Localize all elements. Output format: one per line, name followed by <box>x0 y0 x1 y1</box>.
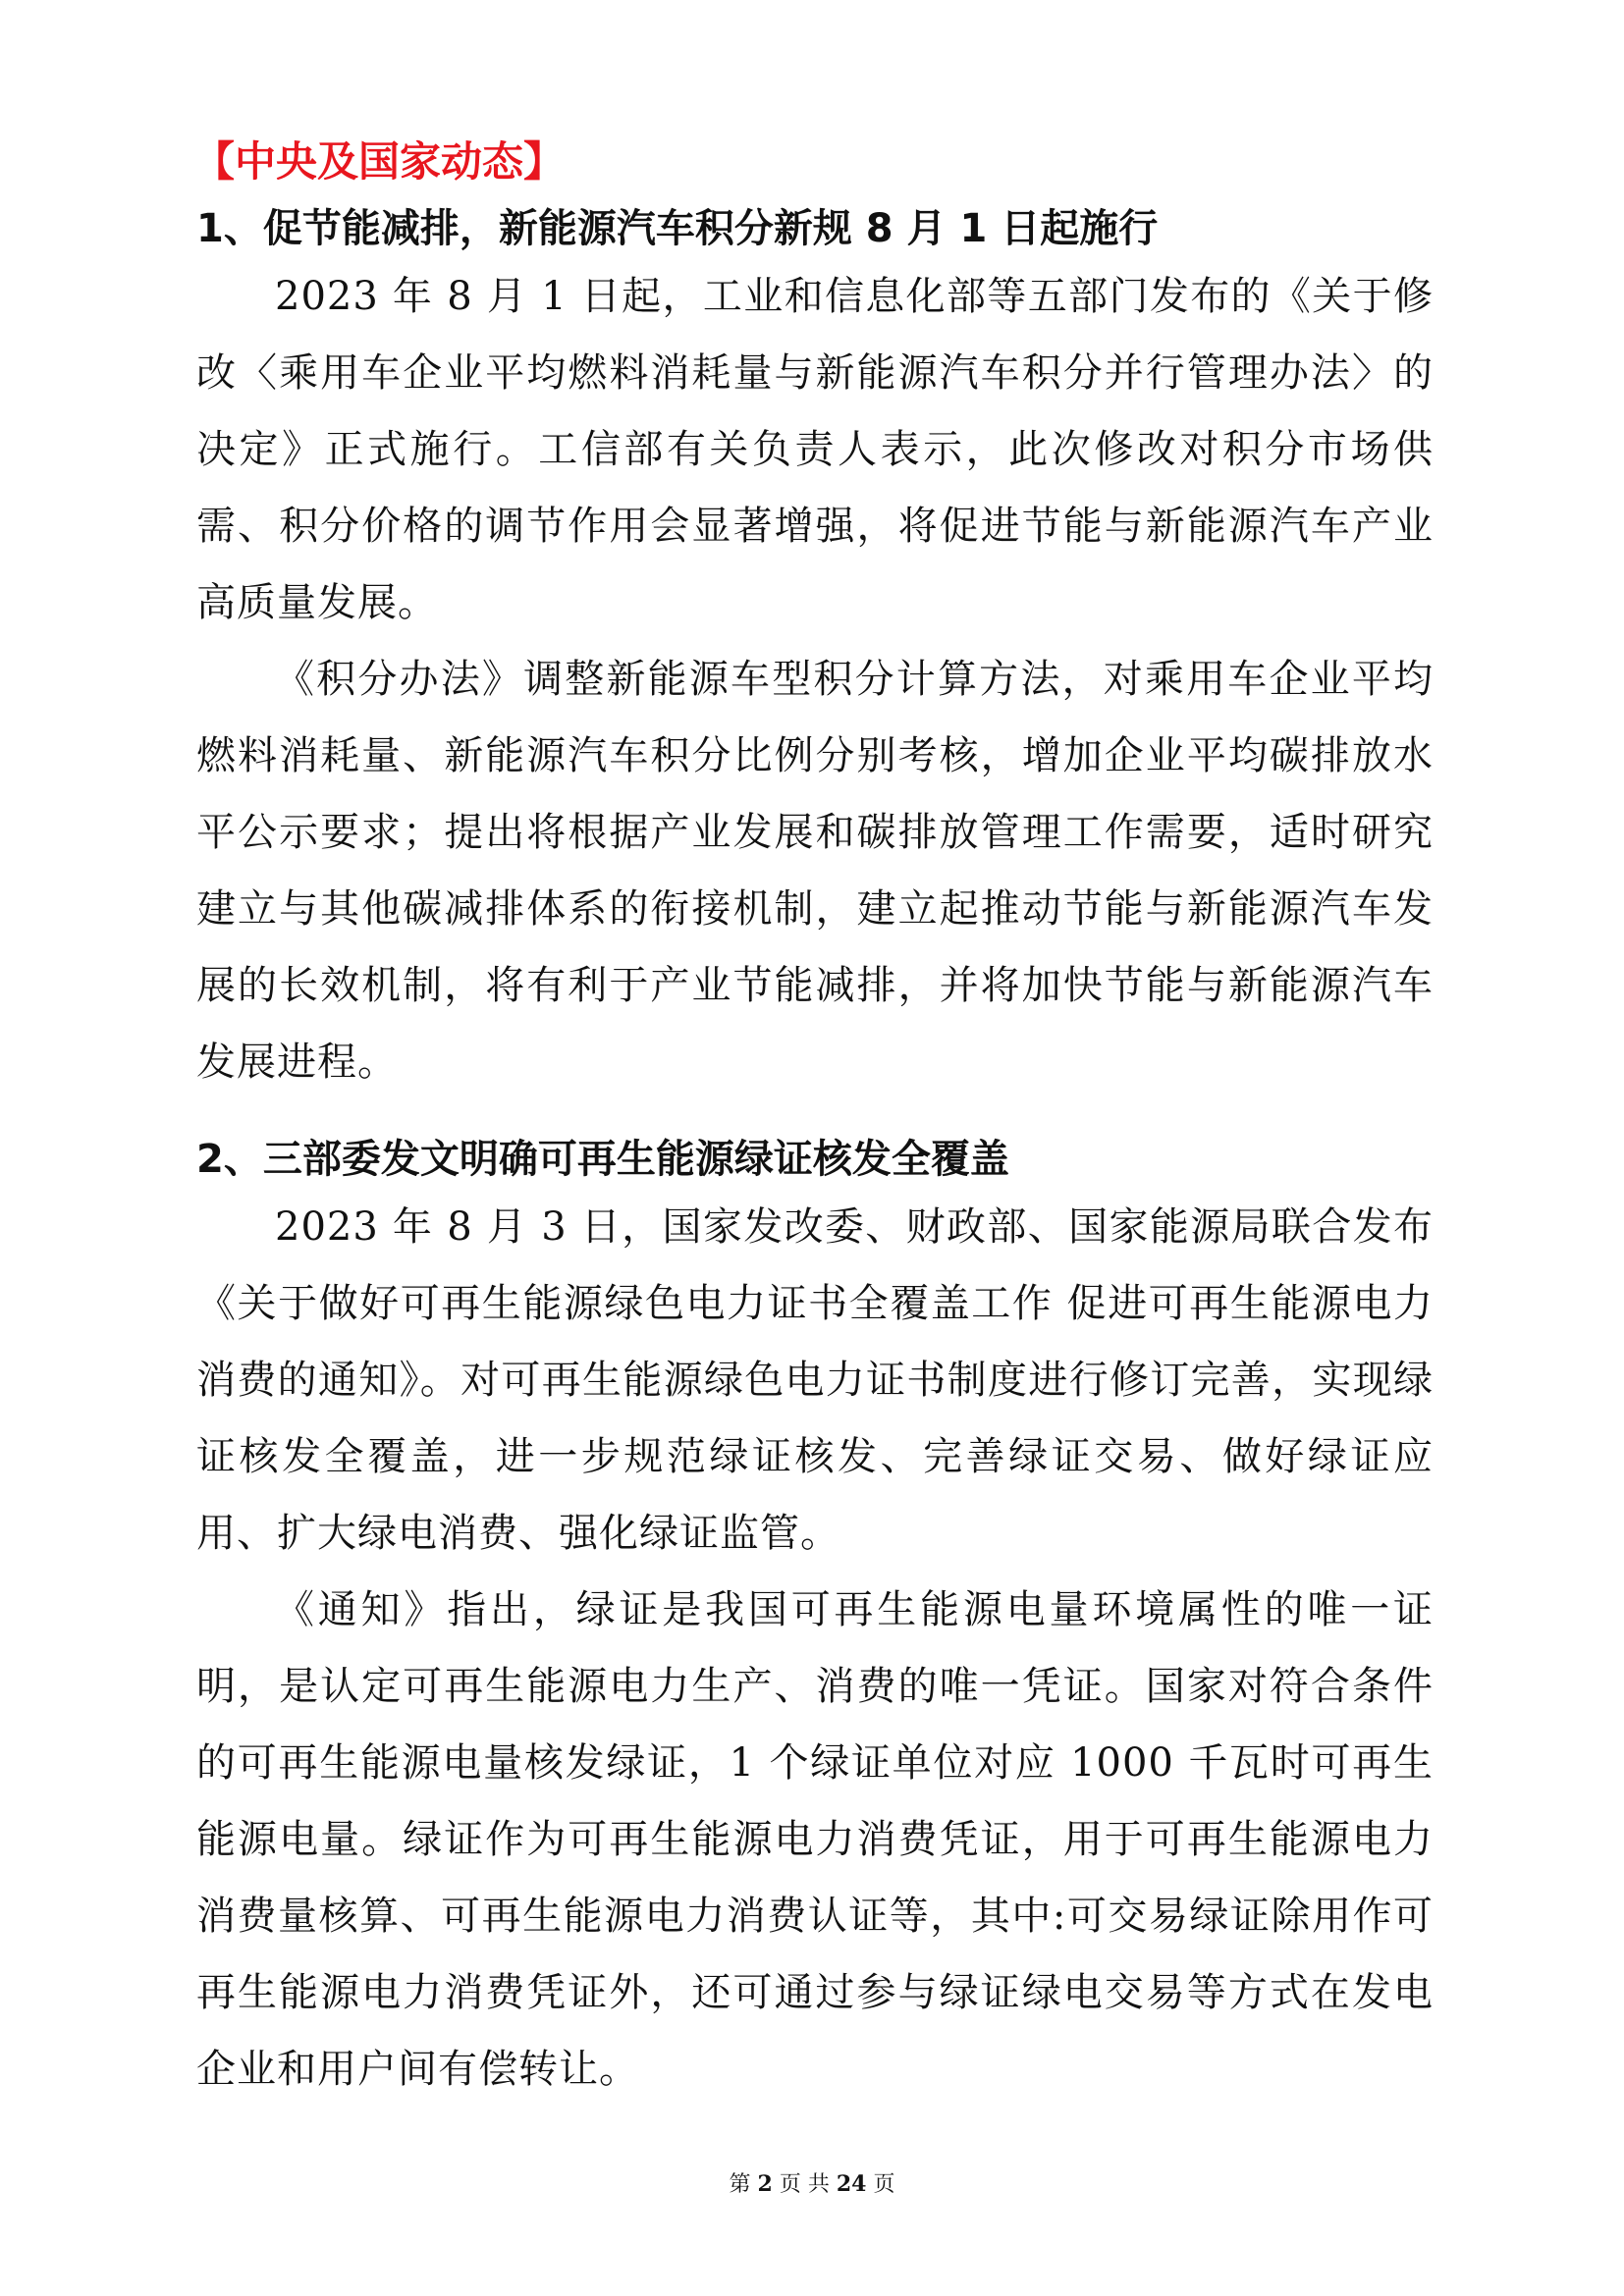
document-page <box>193 133 1434 2108</box>
footer-page-number: 2 <box>757 2171 773 2197</box>
article-2-paragraph-1: 2023 年 8 月 3 日，国家发改委、财政部、国家能源局联合发布《关于做好可再生能源绿色电力证书全覆盖工作 促进可再生能源电力消费的通知》。对可再生能源绿色电力证书制度进行修订完善，实现绿证核发全覆盖，进一步规范绿证核发、完善绿证交易、做好绿证应用、扩大绿电消费、强化绿证监管。 <box>196 1204 1434 1556</box>
section-header: 【中央及国家动态】 <box>193 137 566 186</box>
article-2-title: 2、三部委发文明确可再生能源绿证核发全覆盖 <box>196 1137 1009 1182</box>
article-1-paragraph-2: 《积分办法》调整新能源车型积分计算方法，对乘用车企业平均燃料消耗量、新能源汽车积分比例分别考核，增加企业平均碳排放水平公示要求；提出将根据产业发展和碳排放管理工作需要，适时研究建立与其他碳减排体系的衔接机制，建立起推动节能与新能源汽车发展的长效机制，将有利于产业节能减排，并将加快节能与新能源汽车发展进程。 <box>196 657 1434 1085</box>
page-footer <box>0 2169 1624 2200</box>
footer-suffix: 页 <box>873 2172 895 2197</box>
article-1-title: 1、促节能减排，新能源汽车积分新规 8 月 1 日起施行 <box>196 206 1159 251</box>
footer-prefix: 第 <box>729 2172 751 2197</box>
footer-middle: 页 共 <box>779 2172 830 2197</box>
article-1-paragraph-1: 2023 年 8 月 1 日起，工业和信息化部等五部门发布的《关于修改〈乘用车企业平均燃料消耗量与新能源汽车积分并行管理办法〉的决定》正式施行。工信部有关负责人表示，此次修改对积分市场供需、积分价格的调节作用会显著增强，将促进节能与新能源汽车产业高质量发展。 <box>196 274 1434 625</box>
article-2-paragraph-2: 《通知》指出，绿证是我国可再生能源电量环境属性的唯一证明，是认定可再生能源电力生产、消费的唯一凭证。国家对符合条件的可再生能源电量核发绿证，1 个绿证单位对应 1000 千瓦时可再生能源电量。绿证作为可再生能源电力消费凭证，用于可再生能源电力消费量核算、可再生能源电力消费认证等，其中:可交易绿证除用作可再生能源电力消费凭证外，还可通过参与绿证绿电交易等方式在发电企业和用户间有偿转让。 <box>196 1587 1434 2092</box>
footer-total-pages: 24 <box>836 2171 867 2197</box>
